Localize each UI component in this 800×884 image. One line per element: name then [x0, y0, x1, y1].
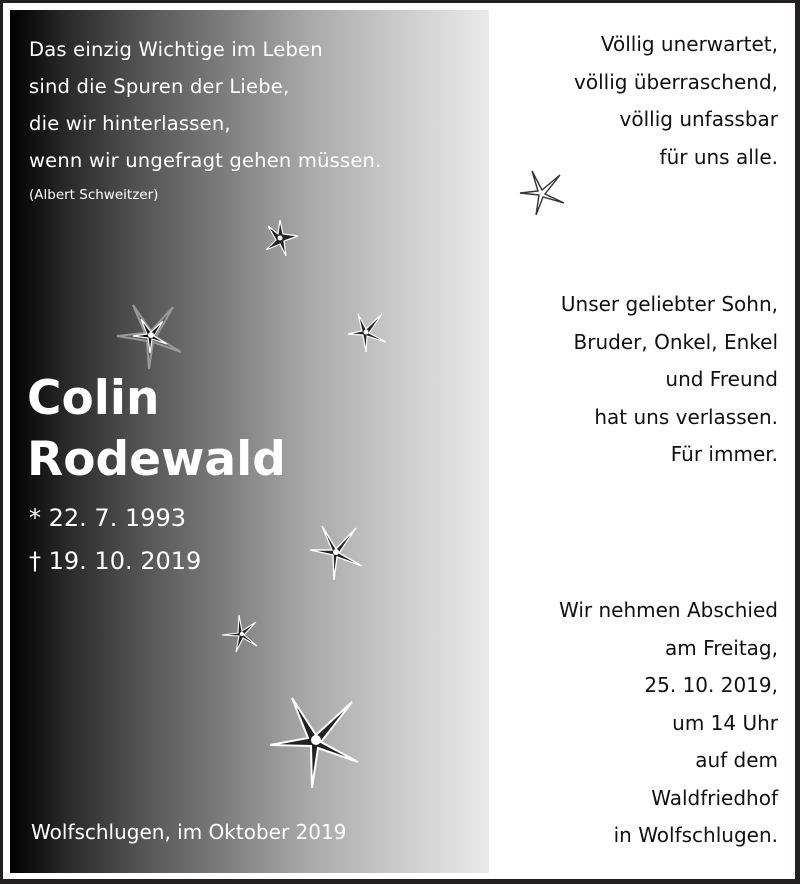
quote-author: (Albert Schweitzer)	[29, 187, 159, 203]
funeral-date: 25. 10. 2019,	[644, 673, 778, 697]
place-and-date: Wolfschlugen, im Oktober 2019	[31, 820, 347, 844]
text-line: völlig überraschend,	[574, 69, 778, 94]
text-line: für uns alle.	[659, 144, 778, 169]
star-icon	[344, 310, 388, 354]
text-line: Völlig unerwartet,	[600, 32, 778, 56]
text-block-family	[561, 286, 778, 474]
quote	[29, 31, 382, 179]
death-date: † 19. 10. 2019	[29, 547, 202, 575]
deceased-name	[27, 368, 286, 490]
first-name: Colin	[27, 371, 160, 426]
text-line: Bruder, Onkel, Enkel	[573, 329, 778, 354]
life-dates	[29, 497, 201, 583]
quote-line: sind die Spuren der Liebe,	[29, 75, 290, 98]
star-icon	[222, 614, 262, 654]
star-icon	[116, 300, 186, 370]
last-name: Rodewald	[27, 432, 286, 487]
gradient-panel	[10, 10, 489, 873]
text-line: Unser geliebter Sohn,	[560, 292, 778, 316]
obituary-frame	[3, 3, 795, 879]
text-line: am Freitag,	[665, 635, 778, 660]
star-icon	[268, 692, 364, 788]
star-icon	[308, 524, 364, 580]
text-line: und Freund	[665, 367, 778, 391]
star-icon	[518, 169, 566, 217]
text-block-funeral	[559, 592, 778, 855]
star-icon	[258, 216, 302, 260]
quote-line: die wir hinterlassen,	[29, 112, 231, 135]
text-block-unexpected	[574, 26, 778, 176]
text-line: in Wolfschlugen.	[613, 823, 778, 847]
birth-date: * 22. 7. 1993	[29, 504, 187, 532]
text-line: Wir nehmen Abschied	[559, 598, 778, 622]
text-line: völlig unfassbar	[619, 107, 778, 131]
text-line: Für immer.	[670, 442, 778, 466]
text-line: auf dem	[695, 748, 778, 772]
funeral-location: Waldfriedhof	[651, 785, 778, 810]
quote-line: Das einzig Wichtige im Leben	[29, 38, 323, 61]
text-line: hat uns verlassen.	[594, 404, 778, 429]
quote-line: wenn wir ungefragt gehen müssen.	[29, 149, 382, 172]
funeral-time: um 14 Uhr	[672, 710, 778, 735]
